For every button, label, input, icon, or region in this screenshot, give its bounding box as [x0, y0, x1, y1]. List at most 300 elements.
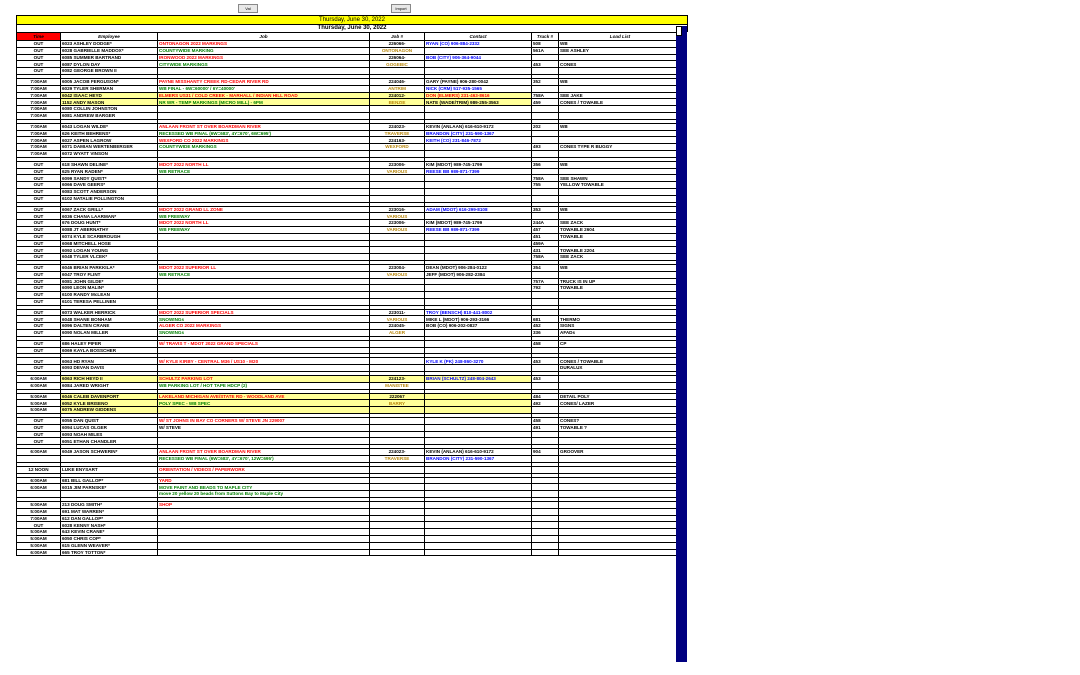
loadlist-cell[interactable]: [559, 168, 682, 175]
jobnum-cell[interactable]: VARIOUS: [370, 271, 425, 278]
jobnum-cell[interactable]: 224123-: [370, 376, 425, 383]
employee-cell[interactable]: 676 DOUG HUNT*: [61, 220, 158, 227]
contact-cell[interactable]: [425, 278, 532, 285]
employee-cell[interactable]: 6084 JARED WRIGHT: [61, 382, 158, 389]
time-cell[interactable]: OUT: [17, 226, 61, 233]
truck-cell[interactable]: 755: [532, 182, 559, 189]
truck-cell[interactable]: [532, 508, 559, 515]
contact-cell[interactable]: KIM (MDOT) 989-745-1799: [425, 220, 532, 227]
truck-cell[interactable]: 792: [532, 285, 559, 292]
time-cell[interactable]: OUT: [17, 365, 61, 372]
time-cell[interactable]: OUT: [17, 278, 61, 285]
loadlist-cell[interactable]: TOWABLE 2604: [559, 226, 682, 233]
job-cell[interactable]: ONTONAGON 2022 MARKINGS: [158, 41, 370, 48]
jobnum-cell[interactable]: ONTONAGON: [370, 47, 425, 54]
time-cell[interactable]: 6:00AM: [17, 382, 61, 389]
jobnum-cell[interactable]: [370, 195, 425, 202]
truck-cell[interactable]: [532, 484, 559, 491]
truck-cell[interactable]: 336: [532, 330, 559, 337]
truck-cell[interactable]: [532, 407, 559, 414]
loadlist-cell[interactable]: [559, 68, 682, 75]
time-cell[interactable]: OUT: [17, 233, 61, 240]
loadlist-cell[interactable]: THERMO: [559, 316, 682, 323]
job-cell[interactable]: WB FINAL - 6W=60000' / 6Y=40000': [158, 85, 370, 92]
loadlist-cell[interactable]: TRUCK IS IN UP: [559, 278, 682, 285]
contact-cell[interactable]: KEVIN (ANLAAN) 616-610-9172: [425, 123, 532, 130]
jobnum-cell[interactable]: 224046-: [370, 78, 425, 85]
jobnum-cell[interactable]: 224023-: [370, 123, 425, 130]
job-cell[interactable]: [158, 240, 370, 247]
employee-cell[interactable]: 6072 WYATT VINSON: [61, 150, 158, 157]
job-cell[interactable]: YARD: [158, 477, 370, 484]
truck-cell[interactable]: 492: [532, 400, 559, 407]
job-cell[interactable]: RECESSED WB FINAL (6W=683', 4Y=670', 12W=695'): [158, 456, 370, 463]
time-cell[interactable]: OUT: [17, 323, 61, 330]
jobnum-cell[interactable]: [370, 347, 425, 354]
time-cell[interactable]: [17, 491, 61, 498]
truck-cell[interactable]: [532, 529, 559, 536]
truck-cell[interactable]: [532, 137, 559, 144]
job-cell[interactable]: [158, 68, 370, 75]
jobnum-cell[interactable]: [370, 182, 425, 189]
loadlist-cell[interactable]: [559, 456, 682, 463]
truck-cell[interactable]: 453: [532, 376, 559, 383]
loadlist-cell[interactable]: WB: [559, 41, 682, 48]
contact-cell[interactable]: [425, 502, 532, 509]
job-cell[interactable]: [158, 175, 370, 182]
loadlist-cell[interactable]: CP: [559, 340, 682, 347]
truck-cell[interactable]: [532, 106, 559, 113]
contact-cell[interactable]: [425, 61, 532, 68]
loadlist-cell[interactable]: [559, 298, 682, 305]
truck-cell[interactable]: [532, 85, 559, 92]
employee-cell[interactable]: 6100 RANDY McLEAN: [61, 292, 158, 299]
loadlist-cell[interactable]: [559, 106, 682, 113]
jobnum-cell[interactable]: [370, 254, 425, 261]
time-cell[interactable]: OUT: [17, 61, 61, 68]
employee-cell[interactable]: 6093 NOAH MILES: [61, 431, 158, 438]
job-cell[interactable]: SNOWINGs: [158, 316, 370, 323]
jobnum-cell[interactable]: [370, 418, 425, 425]
time-cell[interactable]: 5:00AM: [17, 400, 61, 407]
loadlist-cell[interactable]: SIGNS: [559, 323, 682, 330]
time-cell[interactable]: OUT: [17, 195, 61, 202]
job-cell[interactable]: COUNTYWIDE MARKING: [158, 47, 370, 54]
truck-cell[interactable]: [532, 168, 559, 175]
truck-cell[interactable]: 356: [532, 161, 559, 168]
truck-cell[interactable]: [532, 542, 559, 549]
contact-cell[interactable]: RYAN (CO) 906-884-2332: [425, 41, 532, 48]
employee-cell[interactable]: 6090 NOLAN MILLER: [61, 330, 158, 337]
truck-cell[interactable]: 353: [532, 206, 559, 213]
employee-cell[interactable]: 6080 COLLIN JOHNSTON: [61, 106, 158, 113]
loadlist-cell[interactable]: SEE JAKE: [559, 92, 682, 99]
jobnum-cell[interactable]: VARIOUS: [370, 226, 425, 233]
job-cell[interactable]: WB RETRACE: [158, 271, 370, 278]
employee-cell[interactable]: 6043 LOGAN WILDE*: [61, 123, 158, 130]
time-cell[interactable]: OUT: [17, 240, 61, 247]
truck-cell[interactable]: 452: [532, 323, 559, 330]
employee-cell[interactable]: 681 BILL GALLOP*: [61, 477, 158, 484]
employee-cell[interactable]: 6093 DEVAN DAVIS: [61, 365, 158, 372]
time-cell[interactable]: OUT: [17, 292, 61, 299]
job-cell[interactable]: [158, 188, 370, 195]
contact-cell[interactable]: [425, 112, 532, 119]
time-cell[interactable]: OUT: [17, 264, 61, 271]
employee-cell[interactable]: 6085 SUMMER BARTRAND: [61, 54, 158, 61]
job-cell[interactable]: [158, 407, 370, 414]
loadlist-cell[interactable]: [559, 195, 682, 202]
employee-cell[interactable]: 1152 ANDY MASON: [61, 99, 158, 106]
jobnum-cell[interactable]: [370, 233, 425, 240]
loadlist-cell[interactable]: SEE SHAWN: [559, 175, 682, 182]
employee-cell[interactable]: 6047 TROY FLINT: [61, 271, 158, 278]
truck-cell[interactable]: 458: [532, 418, 559, 425]
employee-cell[interactable]: 612 DAN GALLOP*: [61, 515, 158, 522]
contact-cell[interactable]: [425, 431, 532, 438]
job-cell[interactable]: WB RETRACE: [158, 168, 370, 175]
contact-cell[interactable]: [425, 330, 532, 337]
time-cell[interactable]: 7:00AM: [17, 85, 61, 92]
time-cell[interactable]: 5:00AM: [17, 536, 61, 543]
truck-cell[interactable]: [532, 536, 559, 543]
job-cell[interactable]: WB PARKING LOT / HOT TAPE HDCP (2): [158, 382, 370, 389]
contact-cell[interactable]: [425, 484, 532, 491]
loadlist-cell[interactable]: AFADs: [559, 330, 682, 337]
loadlist-cell[interactable]: DURALUX: [559, 365, 682, 372]
job-cell[interactable]: [158, 182, 370, 189]
time-cell[interactable]: OUT: [17, 431, 61, 438]
jobnum-cell[interactable]: ANTRIM: [370, 85, 425, 92]
loadlist-cell[interactable]: TOWABLE 2204: [559, 247, 682, 254]
time-cell[interactable]: OUT: [17, 161, 61, 168]
jobnum-cell[interactable]: TRAVERSE: [370, 456, 425, 463]
truck-cell[interactable]: [532, 347, 559, 354]
time-cell[interactable]: OUT: [17, 271, 61, 278]
contact-cell[interactable]: [425, 407, 532, 414]
job-cell[interactable]: WB FREEWAY: [158, 213, 370, 220]
loadlist-cell[interactable]: YELLOW TOWABLE: [559, 182, 682, 189]
employee-cell[interactable]: 6071 DAMIAN WERTENBERGER: [61, 144, 158, 151]
time-cell[interactable]: OUT: [17, 316, 61, 323]
truck-cell[interactable]: [532, 456, 559, 463]
jobnum-cell[interactable]: VARIOUS: [370, 168, 425, 175]
employee-cell[interactable]: 6046 BRIAN PARKKILA*: [61, 264, 158, 271]
employee-cell[interactable]: 6055 DAN QUIST: [61, 418, 158, 425]
job-cell[interactable]: [158, 106, 370, 113]
jobnum-cell[interactable]: 223011-: [370, 309, 425, 316]
jobnum-cell[interactable]: 226064-: [370, 54, 425, 61]
time-cell[interactable]: 7:00AM: [17, 515, 61, 522]
employee-cell[interactable]: 6023 ASHLEY DODGE*: [61, 41, 158, 48]
loadlist-cell[interactable]: [559, 112, 682, 119]
job-cell[interactable]: SCHULTZ PARKING LOT: [158, 376, 370, 383]
time-cell[interactable]: OUT: [17, 247, 61, 254]
loadlist-cell[interactable]: WB: [559, 161, 682, 168]
jobnum-cell[interactable]: 226066-: [370, 41, 425, 48]
loadlist-cell[interactable]: [559, 292, 682, 299]
truck-cell[interactable]: [532, 515, 559, 522]
loadlist-cell[interactable]: [559, 549, 682, 556]
job-cell[interactable]: MDOT 2022 SUPERIOR SPECIALS: [158, 309, 370, 316]
job-cell[interactable]: [158, 515, 370, 522]
time-cell[interactable]: OUT: [17, 182, 61, 189]
jobnum-cell[interactable]: [370, 150, 425, 157]
employee-cell[interactable]: 6088 JT ABERNATHY: [61, 226, 158, 233]
contact-cell[interactable]: DON (ELMERS) 231-463-8616: [425, 92, 532, 99]
truck-cell[interactable]: [532, 130, 559, 137]
contact-cell[interactable]: [425, 477, 532, 484]
jobnum-cell[interactable]: [370, 68, 425, 75]
jobnum-cell[interactable]: 224023-: [370, 449, 425, 456]
loadlist-cell[interactable]: [559, 407, 682, 414]
time-cell[interactable]: OUT: [17, 68, 61, 75]
job-cell[interactable]: CITYWIDE MARKINGS: [158, 61, 370, 68]
employee-cell[interactable]: 6027 ASPEN LAGROW: [61, 137, 158, 144]
time-cell[interactable]: OUT: [17, 168, 61, 175]
time-cell[interactable]: 5:00AM: [17, 529, 61, 536]
jobnum-cell[interactable]: BENZIE: [370, 99, 425, 106]
contact-cell[interactable]: GARY (PAYNE) 906-280-0042: [425, 78, 532, 85]
contact-cell[interactable]: [425, 233, 532, 240]
time-cell[interactable]: 7:00AM: [17, 123, 61, 130]
contact-cell[interactable]: [425, 347, 532, 354]
jobnum-cell[interactable]: [370, 340, 425, 347]
loadlist-cell[interactable]: SEE ASHLEY: [559, 47, 682, 54]
employee-cell[interactable]: 6092 LOGAN YOUNG: [61, 247, 158, 254]
employee-cell[interactable]: 6046 CALEB DAVENPORT: [61, 393, 158, 400]
jobnum-cell[interactable]: [370, 484, 425, 491]
truck-cell[interactable]: 459A: [532, 240, 559, 247]
loadlist-cell[interactable]: WB: [559, 264, 682, 271]
employee-cell[interactable]: 6099 SANDY QUIST*: [61, 175, 158, 182]
employee-cell[interactable]: 6069 KAYLA BOSSCHER: [61, 347, 158, 354]
job-cell[interactable]: ORIENTATION / VIDEOS / PAPERWORK: [158, 466, 370, 473]
loadlist-cell[interactable]: [559, 484, 682, 491]
jobnum-cell[interactable]: [370, 536, 425, 543]
jobnum-cell[interactable]: [370, 438, 425, 445]
contact-cell[interactable]: NATE (WADE/TRIM) 989-255-3563: [425, 99, 532, 106]
truck-cell[interactable]: [532, 382, 559, 389]
jobnum-cell[interactable]: [370, 431, 425, 438]
employee-cell[interactable]: 6082 GEORGE BROWN II: [61, 68, 158, 75]
loadlist-cell[interactable]: [559, 130, 682, 137]
job-cell[interactable]: [158, 347, 370, 354]
job-cell[interactable]: [158, 522, 370, 529]
time-cell[interactable]: OUT: [17, 47, 61, 54]
loadlist-cell[interactable]: [559, 529, 682, 536]
time-cell[interactable]: 5:00AM: [17, 502, 61, 509]
time-cell[interactable]: 6:00AM: [17, 477, 61, 484]
jobnum-cell[interactable]: [370, 477, 425, 484]
employee-cell[interactable]: LUKE ENYSART: [61, 466, 158, 473]
contact-cell[interactable]: [425, 529, 532, 536]
jobnum-cell[interactable]: [370, 285, 425, 292]
jobnum-cell[interactable]: [370, 542, 425, 549]
employee-cell[interactable]: 6102 NATALIE POLLINGTON: [61, 195, 158, 202]
truck-cell[interactable]: [532, 549, 559, 556]
jobnum-cell[interactable]: [370, 112, 425, 119]
time-cell[interactable]: OUT: [17, 188, 61, 195]
contact-cell[interactable]: [425, 536, 532, 543]
jobnum-cell[interactable]: TRAVERSE: [370, 130, 425, 137]
job-cell[interactable]: WB FREEWAY: [158, 226, 370, 233]
contact-cell[interactable]: TROY (BENSCH) 810-441-8002: [425, 309, 532, 316]
truck-cell[interactable]: 431: [532, 247, 559, 254]
loadlist-cell[interactable]: [559, 382, 682, 389]
import-button[interactable]: Import: [391, 4, 411, 13]
job-cell[interactable]: WEXFORD CO 2022 MARKINGS: [158, 137, 370, 144]
jobnum-cell[interactable]: 224012-: [370, 92, 425, 99]
loadlist-cell[interactable]: TOWABLE: [559, 285, 682, 292]
jobnum-cell[interactable]: [370, 466, 425, 473]
truck-cell[interactable]: 758A: [532, 92, 559, 99]
time-cell[interactable]: 12 NOON: [17, 466, 61, 473]
jobnum-cell[interactable]: [370, 529, 425, 536]
time-cell[interactable]: OUT: [17, 418, 61, 425]
employee-cell[interactable]: 6052 KYLE BRISENO: [61, 400, 158, 407]
right-scroll-strip[interactable]: [676, 26, 687, 662]
contact-cell[interactable]: BRANDON (CITY) 231-590-1367: [425, 456, 532, 463]
time-cell[interactable]: 6:00AM: [17, 376, 61, 383]
jobnum-cell[interactable]: 224045-: [370, 323, 425, 330]
employee-cell[interactable]: 6063 RICH HEYD II: [61, 376, 158, 383]
jobnum-cell[interactable]: GOGEBIC: [370, 61, 425, 68]
employee-cell[interactable]: 6036 CHANA LAARMAN*: [61, 213, 158, 220]
time-cell[interactable]: 6:00AM: [17, 484, 61, 491]
truck-cell[interactable]: 354: [532, 264, 559, 271]
jobnum-cell[interactable]: [370, 365, 425, 372]
jobnum-cell[interactable]: [370, 358, 425, 365]
job-cell[interactable]: IRONWOOD 2022 MARKINGS: [158, 54, 370, 61]
jobnum-cell[interactable]: [370, 508, 425, 515]
employee-cell[interactable]: 691 MAT WARREN*: [61, 508, 158, 515]
loadlist-cell[interactable]: [559, 85, 682, 92]
time-cell[interactable]: 7:00AM: [17, 99, 61, 106]
time-cell[interactable]: 5:00AM: [17, 542, 61, 549]
time-cell[interactable]: 5:00AM: [17, 407, 61, 414]
employee-cell[interactable]: 6048 SHANE BONHAM: [61, 316, 158, 323]
jobnum-cell[interactable]: [370, 175, 425, 182]
employee-cell[interactable]: 6049 JASON SCHWERIN*: [61, 449, 158, 456]
time-cell[interactable]: 5:00AM: [17, 393, 61, 400]
jobnum-cell[interactable]: [370, 240, 425, 247]
time-cell[interactable]: 5:00AM: [17, 508, 61, 515]
loadlist-cell[interactable]: CONES TYPE R BUGGY: [559, 144, 682, 151]
loadlist-cell[interactable]: [559, 309, 682, 316]
contact-cell[interactable]: KIM (MDOT) 989-745-1799: [425, 161, 532, 168]
employee-cell[interactable]: 625 RYAN RADEN*: [61, 168, 158, 175]
contact-cell[interactable]: [425, 365, 532, 372]
contact-cell[interactable]: [425, 508, 532, 515]
job-cell[interactable]: W/ ST JOHNS IN BAY CO CORNERS W/ STEVE JN 229007: [158, 418, 370, 425]
jobnum-cell[interactable]: [370, 549, 425, 556]
loadlist-cell[interactable]: [559, 536, 682, 543]
truck-cell[interactable]: [532, 477, 559, 484]
truck-cell[interactable]: 757A: [532, 278, 559, 285]
time-cell[interactable]: 7:00AM: [17, 144, 61, 151]
loadlist-cell[interactable]: GROOVER: [559, 449, 682, 456]
contact-cell[interactable]: [425, 68, 532, 75]
jobnum-cell[interactable]: [370, 298, 425, 305]
employee-cell[interactable]: 6096 DALTEN CRANE: [61, 323, 158, 330]
employee-cell[interactable]: 626 KEITH BEHRENS*: [61, 130, 158, 137]
loadlist-cell[interactable]: WB: [559, 123, 682, 130]
employee-cell[interactable]: 6029 TYLER SHERMAN: [61, 85, 158, 92]
truck-cell[interactable]: [532, 522, 559, 529]
employee-cell[interactable]: [61, 456, 158, 463]
loadlist-cell[interactable]: CONES / TOWABLE: [559, 99, 682, 106]
truck-cell[interactable]: [532, 502, 559, 509]
contact-cell[interactable]: [425, 515, 532, 522]
jobnum-cell[interactable]: [370, 278, 425, 285]
loadlist-cell[interactable]: [559, 431, 682, 438]
employee-cell[interactable]: 6048 TYLER VLCEK*: [61, 254, 158, 261]
job-cell[interactable]: [158, 365, 370, 372]
contact-cell[interactable]: BRANDON (CITY) 231-590-1367: [425, 130, 532, 137]
time-cell[interactable]: 7:00AM: [17, 150, 61, 157]
contact-cell[interactable]: [425, 285, 532, 292]
truck-cell[interactable]: [532, 466, 559, 473]
jobnum-cell[interactable]: 223016-: [370, 206, 425, 213]
time-cell[interactable]: 6:00AM: [17, 449, 61, 456]
truck-cell[interactable]: 904: [532, 449, 559, 456]
contact-cell[interactable]: REESE BB 989-871-7399: [425, 168, 532, 175]
job-cell[interactable]: ANLAAN FRONT ST OVER BOARDMAN RIVER: [158, 123, 370, 130]
job-cell[interactable]: [158, 247, 370, 254]
contact-cell[interactable]: REESE BB 989-871-7399: [425, 226, 532, 233]
contact-cell[interactable]: [425, 522, 532, 529]
jobnum-cell[interactable]: [370, 188, 425, 195]
jobnum-cell[interactable]: 223004-: [370, 264, 425, 271]
contact-cell[interactable]: [425, 144, 532, 151]
truck-cell[interactable]: [532, 309, 559, 316]
contact-cell[interactable]: NICK (CRM) 517-935-1565: [425, 85, 532, 92]
job-cell[interactable]: [158, 536, 370, 543]
loadlist-cell[interactable]: [559, 477, 682, 484]
employee-cell[interactable]: 6090 LEON MALIN*: [61, 285, 158, 292]
time-cell[interactable]: OUT: [17, 358, 61, 365]
loadlist-cell[interactable]: CONES/ LAZER: [559, 400, 682, 407]
time-cell[interactable]: OUT: [17, 41, 61, 48]
truck-cell[interactable]: [532, 195, 559, 202]
employee-cell[interactable]: 6042 ISAAC HEYD: [61, 92, 158, 99]
truck-cell[interactable]: [532, 188, 559, 195]
contact-cell[interactable]: [425, 438, 532, 445]
contact-cell[interactable]: [425, 298, 532, 305]
employee-cell[interactable]: 6015 JIM PARNSKE*: [61, 484, 158, 491]
job-cell[interactable]: ANLAAN FRONT ST OVER BOARDMAN RIVER: [158, 449, 370, 456]
job-cell[interactable]: [158, 150, 370, 157]
truck-cell[interactable]: 244A: [532, 220, 559, 227]
employee-cell[interactable]: 6083 SCOTT ANDERSON: [61, 188, 158, 195]
employee-cell[interactable]: 6081 JOHN GILDE*: [61, 278, 158, 285]
job-cell[interactable]: W/ STEVE: [158, 424, 370, 431]
jobnum-cell[interactable]: VARIOUS: [370, 316, 425, 323]
truck-cell[interactable]: 758A: [532, 175, 559, 182]
truck-cell[interactable]: [532, 431, 559, 438]
job-cell[interactable]: [158, 254, 370, 261]
job-cell[interactable]: [158, 278, 370, 285]
truck-cell[interactable]: [532, 365, 559, 372]
time-cell[interactable]: 7:00AM: [17, 130, 61, 137]
employee-cell[interactable]: 6005 JACOB FERGUSON*: [61, 78, 158, 85]
loadlist-cell[interactable]: [559, 508, 682, 515]
contact-cell[interactable]: [425, 340, 532, 347]
loadlist-cell[interactable]: [559, 491, 682, 498]
time-cell[interactable]: 7:00AM: [17, 78, 61, 85]
truck-cell[interactable]: 458: [532, 340, 559, 347]
